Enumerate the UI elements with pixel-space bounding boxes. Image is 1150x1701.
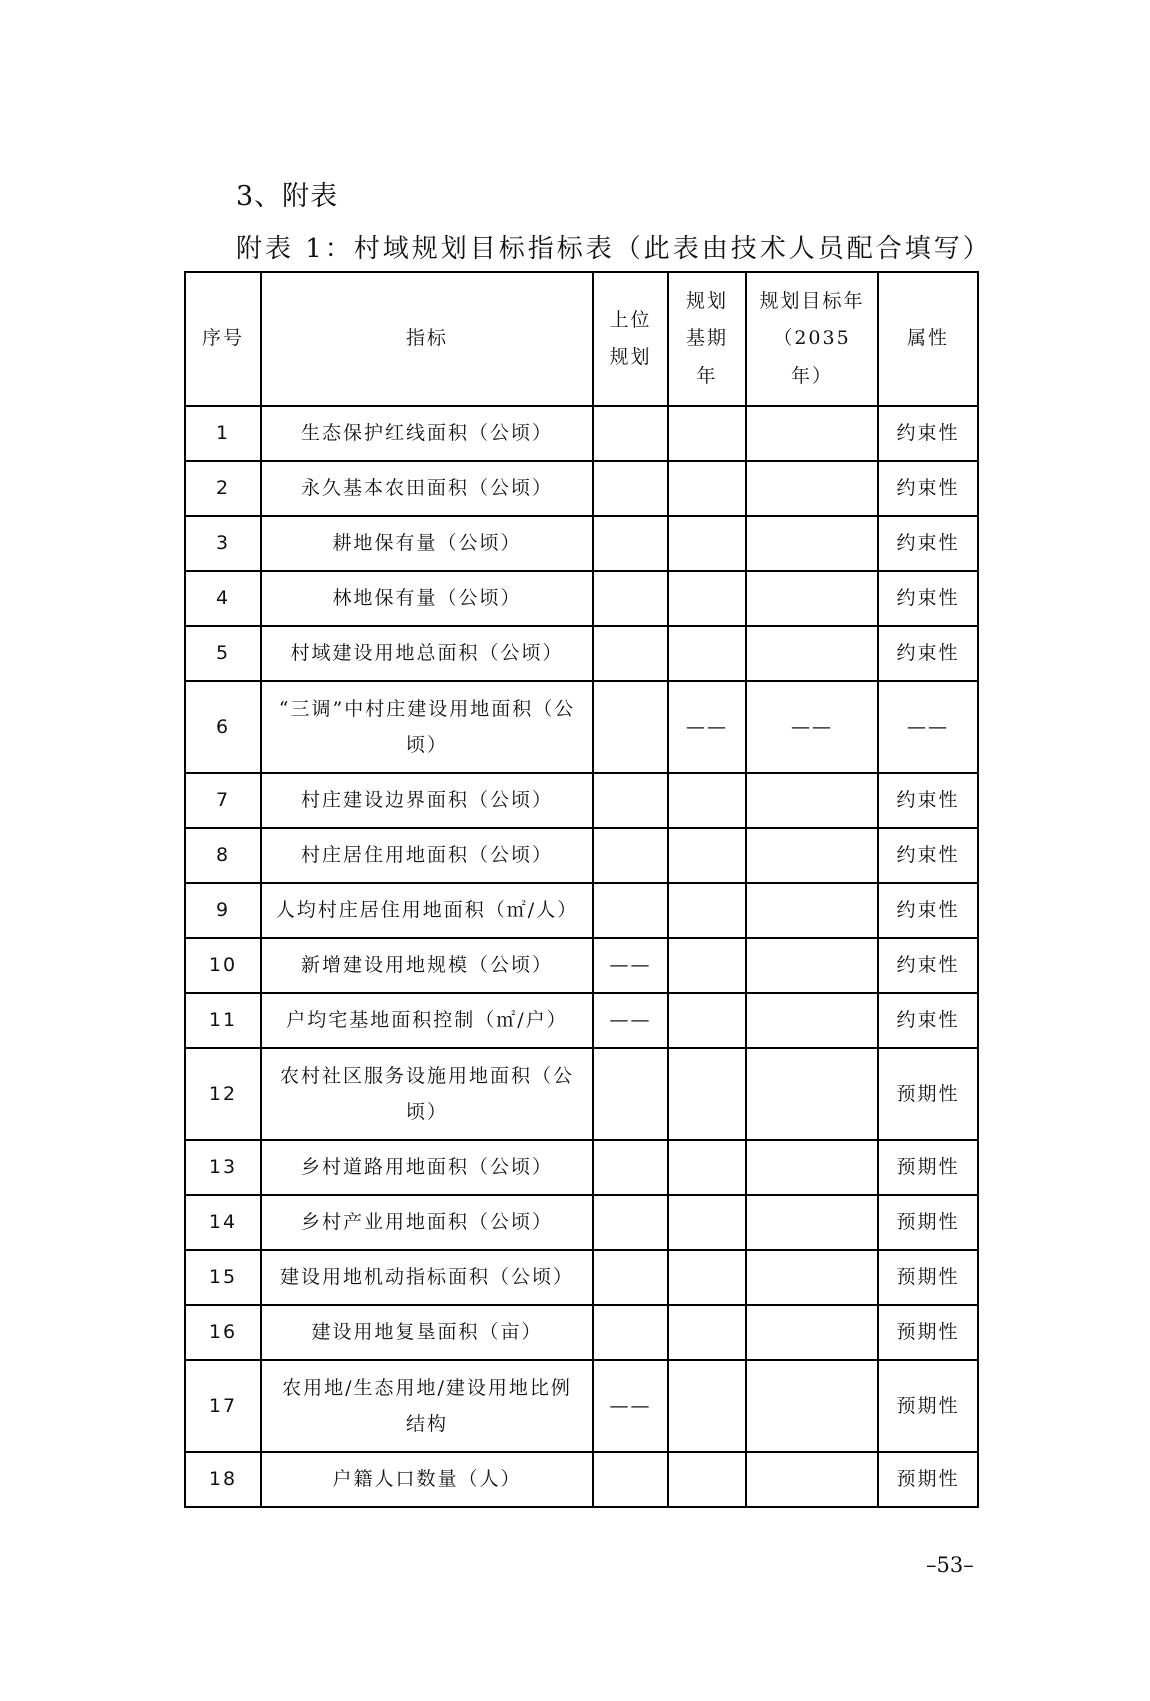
cell-index: 7 [185,773,261,828]
cell-base-year [668,461,746,516]
table-row [185,406,978,461]
cell-upper-plan [593,883,668,938]
cell-attribute: 预期性 [878,1048,978,1140]
cell-index: 9 [185,883,261,938]
cell-attribute: 约束性 [878,406,978,461]
header-base-year: 规划基期年 [668,272,746,406]
cell-target-year [746,1250,878,1305]
cell-target-year: —— [746,681,878,773]
cell-indicator: 建设用地复垦面积（亩） [261,1305,593,1360]
table-row [185,828,978,883]
cell-attribute: 约束性 [878,626,978,681]
cell-upper-plan [593,626,668,681]
cell-upper-plan [593,1140,668,1195]
cell-index: 2 [185,461,261,516]
cell-index: 4 [185,571,261,626]
cell-indicator: 户均宅基地面积控制（㎡/户） [261,993,593,1048]
cell-base-year [668,1452,746,1507]
cell-attribute: 约束性 [878,516,978,571]
cell-upper-plan [593,516,668,571]
cell-attribute: 约束性 [878,461,978,516]
table-row [185,1195,978,1250]
cell-base-year: —— [668,681,746,773]
cell-target-year [746,1452,878,1507]
cell-attribute: 约束性 [878,773,978,828]
cell-indicator: 乡村道路用地面积（公顷） [261,1140,593,1195]
header-upper-plan: 上位规划 [593,272,668,406]
cell-index: 16 [185,1305,261,1360]
cell-base-year [668,1250,746,1305]
cell-upper-plan [593,1250,668,1305]
cell-indicator: 建设用地机动指标面积（公顷） [261,1250,593,1305]
cell-indicator: 林地保有量（公顷） [261,571,593,626]
cell-index: 17 [185,1360,261,1452]
header-target-year: 规划目标年（2035 年） [746,272,878,406]
cell-indicator: 乡村产业用地面积（公顷） [261,1195,593,1250]
cell-base-year [668,406,746,461]
cell-target-year [746,1305,878,1360]
cell-base-year [668,571,746,626]
cell-target-year [746,883,878,938]
cell-target-year [746,516,878,571]
cell-target-year [746,1048,878,1140]
cell-indicator: 永久基本农田面积（公顷） [261,461,593,516]
cell-target-year [746,461,878,516]
cell-index: 8 [185,828,261,883]
cell-base-year [668,1305,746,1360]
table-row [185,571,978,626]
cell-upper-plan: —— [593,993,668,1048]
cell-base-year [668,1140,746,1195]
indicator-table [184,271,979,1508]
cell-indicator: 耕地保有量（公顷） [261,516,593,571]
table-row [185,1305,978,1360]
cell-indicator: 村域建设用地总面积（公顷） [261,626,593,681]
table-row [185,626,978,681]
cell-target-year [746,406,878,461]
cell-upper-plan [593,681,668,773]
cell-indicator: 农用地/生态用地/建设用地比例结构 [261,1360,593,1452]
cell-index: 15 [185,1250,261,1305]
table-row [185,938,978,993]
cell-attribute: 预期性 [878,1195,978,1250]
cell-attribute: 预期性 [878,1452,978,1507]
header-index: 序号 [185,272,261,406]
cell-base-year [668,626,746,681]
cell-index: 6 [185,681,261,773]
table-row [185,1048,978,1140]
cell-index: 11 [185,993,261,1048]
cell-index: 10 [185,938,261,993]
table-row [185,1140,978,1195]
table-title: 附表 1：村域规划目标指标表（此表由技术人员配合填写） [236,234,992,264]
cell-index: 14 [185,1195,261,1250]
cell-base-year [668,773,746,828]
section-title: 3、附表 [236,181,339,212]
cell-base-year [668,516,746,571]
table-row [185,1360,978,1452]
cell-index: 13 [185,1140,261,1195]
cell-upper-plan [593,406,668,461]
cell-index: 3 [185,516,261,571]
header-indicator: 指标 [261,272,593,406]
cell-base-year [668,1048,746,1140]
cell-index: 12 [185,1048,261,1140]
cell-target-year [746,773,878,828]
table-row [185,681,978,773]
cell-attribute: 预期性 [878,1140,978,1195]
cell-target-year [746,828,878,883]
cell-base-year [668,883,746,938]
cell-indicator: 人均村庄居住用地面积（㎡/人） [261,883,593,938]
cell-attribute: 预期性 [878,1250,978,1305]
table-row [185,993,978,1048]
cell-attribute: 约束性 [878,938,978,993]
table-row [185,1250,978,1305]
cell-upper-plan [593,1195,668,1250]
cell-index: 5 [185,626,261,681]
cell-indicator: 新增建设用地规模（公顷） [261,938,593,993]
cell-attribute: —— [878,681,978,773]
cell-base-year [668,828,746,883]
table-row [185,516,978,571]
cell-index: 18 [185,1452,261,1507]
cell-indicator: “三调”中村庄建设用地面积（公顷） [261,681,593,773]
cell-target-year [746,1140,878,1195]
cell-upper-plan [593,1452,668,1507]
cell-upper-plan [593,828,668,883]
table-header-row [185,272,978,406]
cell-attribute: 约束性 [878,828,978,883]
page-number: –53– [926,1553,974,1577]
cell-base-year [668,938,746,993]
cell-target-year [746,1195,878,1250]
table-body [185,406,978,1507]
cell-upper-plan: —— [593,938,668,993]
cell-indicator: 村庄居住用地面积（公顷） [261,828,593,883]
cell-attribute: 预期性 [878,1360,978,1452]
cell-target-year [746,993,878,1048]
cell-base-year [668,1195,746,1250]
table-row [185,883,978,938]
cell-upper-plan [593,1048,668,1140]
header-attribute: 属性 [878,272,978,406]
cell-indicator: 村庄建设边界面积（公顷） [261,773,593,828]
cell-base-year [668,993,746,1048]
cell-upper-plan [593,461,668,516]
cell-target-year [746,1360,878,1452]
cell-upper-plan [593,571,668,626]
cell-upper-plan [593,1305,668,1360]
table-row [185,773,978,828]
cell-indicator: 生态保护红线面积（公顷） [261,406,593,461]
cell-attribute: 约束性 [878,571,978,626]
cell-target-year [746,626,878,681]
cell-indicator: 农村社区服务设施用地面积（公顷） [261,1048,593,1140]
cell-attribute: 约束性 [878,993,978,1048]
cell-target-year [746,938,878,993]
cell-indicator: 户籍人口数量（人） [261,1452,593,1507]
cell-attribute: 预期性 [878,1305,978,1360]
table-row [185,461,978,516]
cell-target-year [746,571,878,626]
table-row [185,1452,978,1507]
cell-attribute: 约束性 [878,883,978,938]
cell-upper-plan: —— [593,1360,668,1452]
cell-upper-plan [593,773,668,828]
cell-base-year [668,1360,746,1452]
cell-index: 1 [185,406,261,461]
